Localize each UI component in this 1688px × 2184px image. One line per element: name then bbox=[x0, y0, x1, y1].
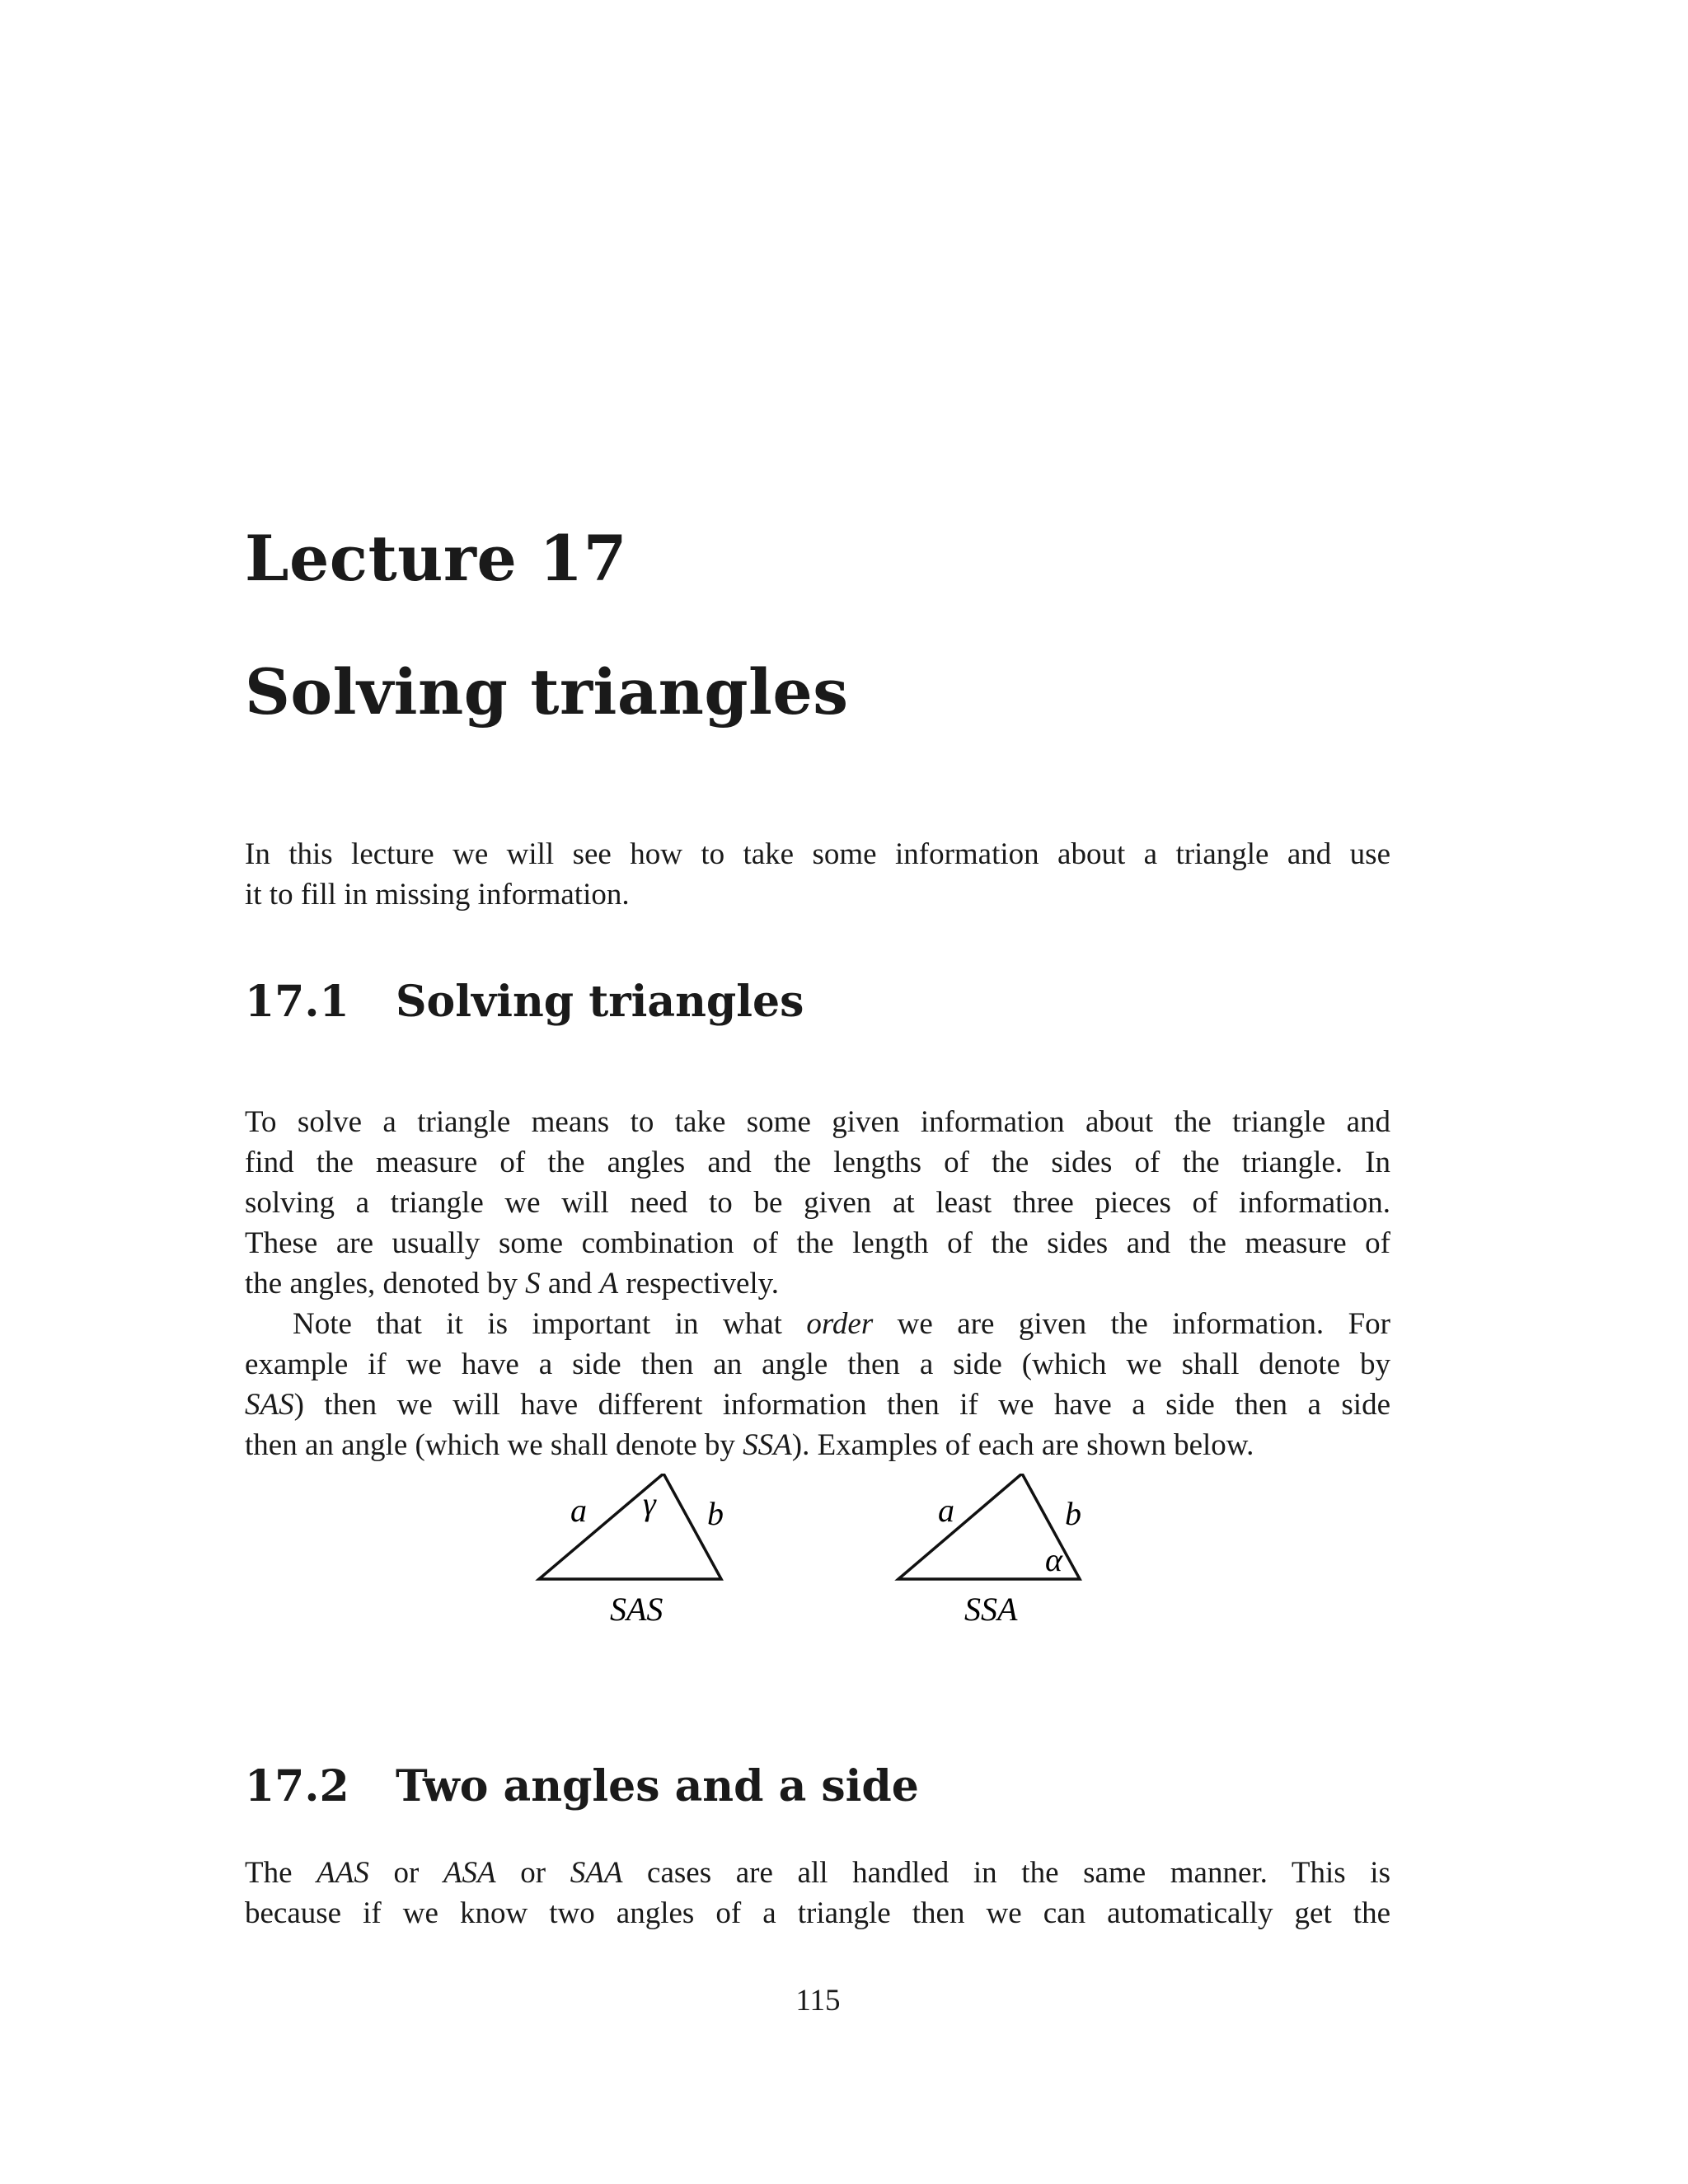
intro-line: it to fill in missing information. bbox=[245, 878, 630, 912]
text-run: the angles, denoted by bbox=[245, 1267, 526, 1301]
ssa-angle-alpha-label: α bbox=[1045, 1541, 1062, 1578]
section-1-paragraph-2 bbox=[245, 1304, 1390, 1465]
paragraph-line: because if we know two angles of a triangle then we can automatically get the bbox=[245, 1896, 1390, 1930]
text-run: or bbox=[495, 1856, 570, 1890]
math-symbol: SAA bbox=[570, 1856, 623, 1890]
intro-paragraph bbox=[245, 834, 1390, 915]
section-heading-17-2 bbox=[245, 1761, 919, 1811]
emphasis: order bbox=[806, 1307, 874, 1341]
math-symbol: SAS bbox=[245, 1388, 294, 1422]
page-number: 115 bbox=[795, 1984, 841, 2018]
math-symbol: ASA bbox=[443, 1856, 496, 1890]
paragraph-line: These are usually some combination of the length of the sides and the measure of bbox=[245, 1226, 1390, 1260]
sas-angle-gamma-label: γ bbox=[643, 1485, 656, 1522]
paragraph-line bbox=[245, 1263, 1390, 1304]
paragraph-line bbox=[245, 1853, 1390, 1893]
math-symbol: A bbox=[599, 1267, 619, 1301]
math-symbol: S bbox=[525, 1267, 541, 1301]
text-run: we are given the information. For bbox=[873, 1307, 1390, 1341]
section-title: Solving triangles bbox=[396, 977, 804, 1027]
paragraph-line bbox=[245, 1304, 1390, 1344]
text-run: cases are all handled in the same manner. This is bbox=[622, 1856, 1390, 1890]
section-title: Two angles and a side bbox=[396, 1761, 919, 1811]
section-2-paragraph-1 bbox=[245, 1853, 1390, 1933]
ssa-caption: SSA bbox=[964, 1591, 1018, 1628]
math-symbol: AAS bbox=[316, 1856, 369, 1890]
text-run: Note that it is important in what bbox=[293, 1307, 807, 1341]
ssa-side-a-label: a bbox=[938, 1492, 954, 1529]
paragraph-line: solving a triangle we will need to be given at least three pieces of information. bbox=[245, 1186, 1390, 1220]
paragraph-line: example if we have a side then an angle then a side (which we shall denote by bbox=[245, 1347, 1390, 1381]
paragraph-line bbox=[245, 1425, 1390, 1465]
paragraph-line: To solve a triangle means to take some given information about the triangle and bbox=[245, 1105, 1390, 1139]
triangle-diagram bbox=[519, 1474, 1113, 1663]
paragraph-line: find the measure of the angles and the lengths of the sides of the triangle. In bbox=[245, 1146, 1390, 1179]
text-run: ). Examples of each are shown below. bbox=[791, 1428, 1254, 1462]
sas-caption: SAS bbox=[610, 1591, 663, 1628]
section-number: 17.2 bbox=[245, 1761, 349, 1811]
text-run: The bbox=[245, 1856, 317, 1890]
sas-side-b-label: b bbox=[707, 1495, 724, 1532]
triangle-figure bbox=[519, 1474, 1113, 1663]
section-heading-17-1 bbox=[245, 977, 804, 1027]
text-run: and bbox=[540, 1267, 600, 1301]
text-run: then an angle (which we shall denote by bbox=[245, 1428, 743, 1462]
lecture-title: Solving triangles bbox=[245, 655, 849, 729]
intro-line: In this lecture we will see how to take some information about a triangle and use bbox=[245, 837, 1390, 871]
text-run: or bbox=[368, 1856, 443, 1890]
sas-triangle bbox=[539, 1474, 721, 1579]
sas-side-a-label: a bbox=[570, 1492, 587, 1529]
paragraph-line bbox=[245, 1385, 1390, 1425]
math-symbol: SSA bbox=[743, 1428, 792, 1462]
lecture-label: Lecture 17 bbox=[245, 522, 628, 595]
ssa-side-b-label: b bbox=[1065, 1495, 1081, 1532]
text-run: ) then we will have different information then if we have a side then a side bbox=[293, 1388, 1390, 1422]
section-1-paragraph-1 bbox=[245, 1102, 1390, 1304]
text-run: respectively. bbox=[618, 1267, 780, 1301]
section-number: 17.1 bbox=[245, 977, 349, 1027]
